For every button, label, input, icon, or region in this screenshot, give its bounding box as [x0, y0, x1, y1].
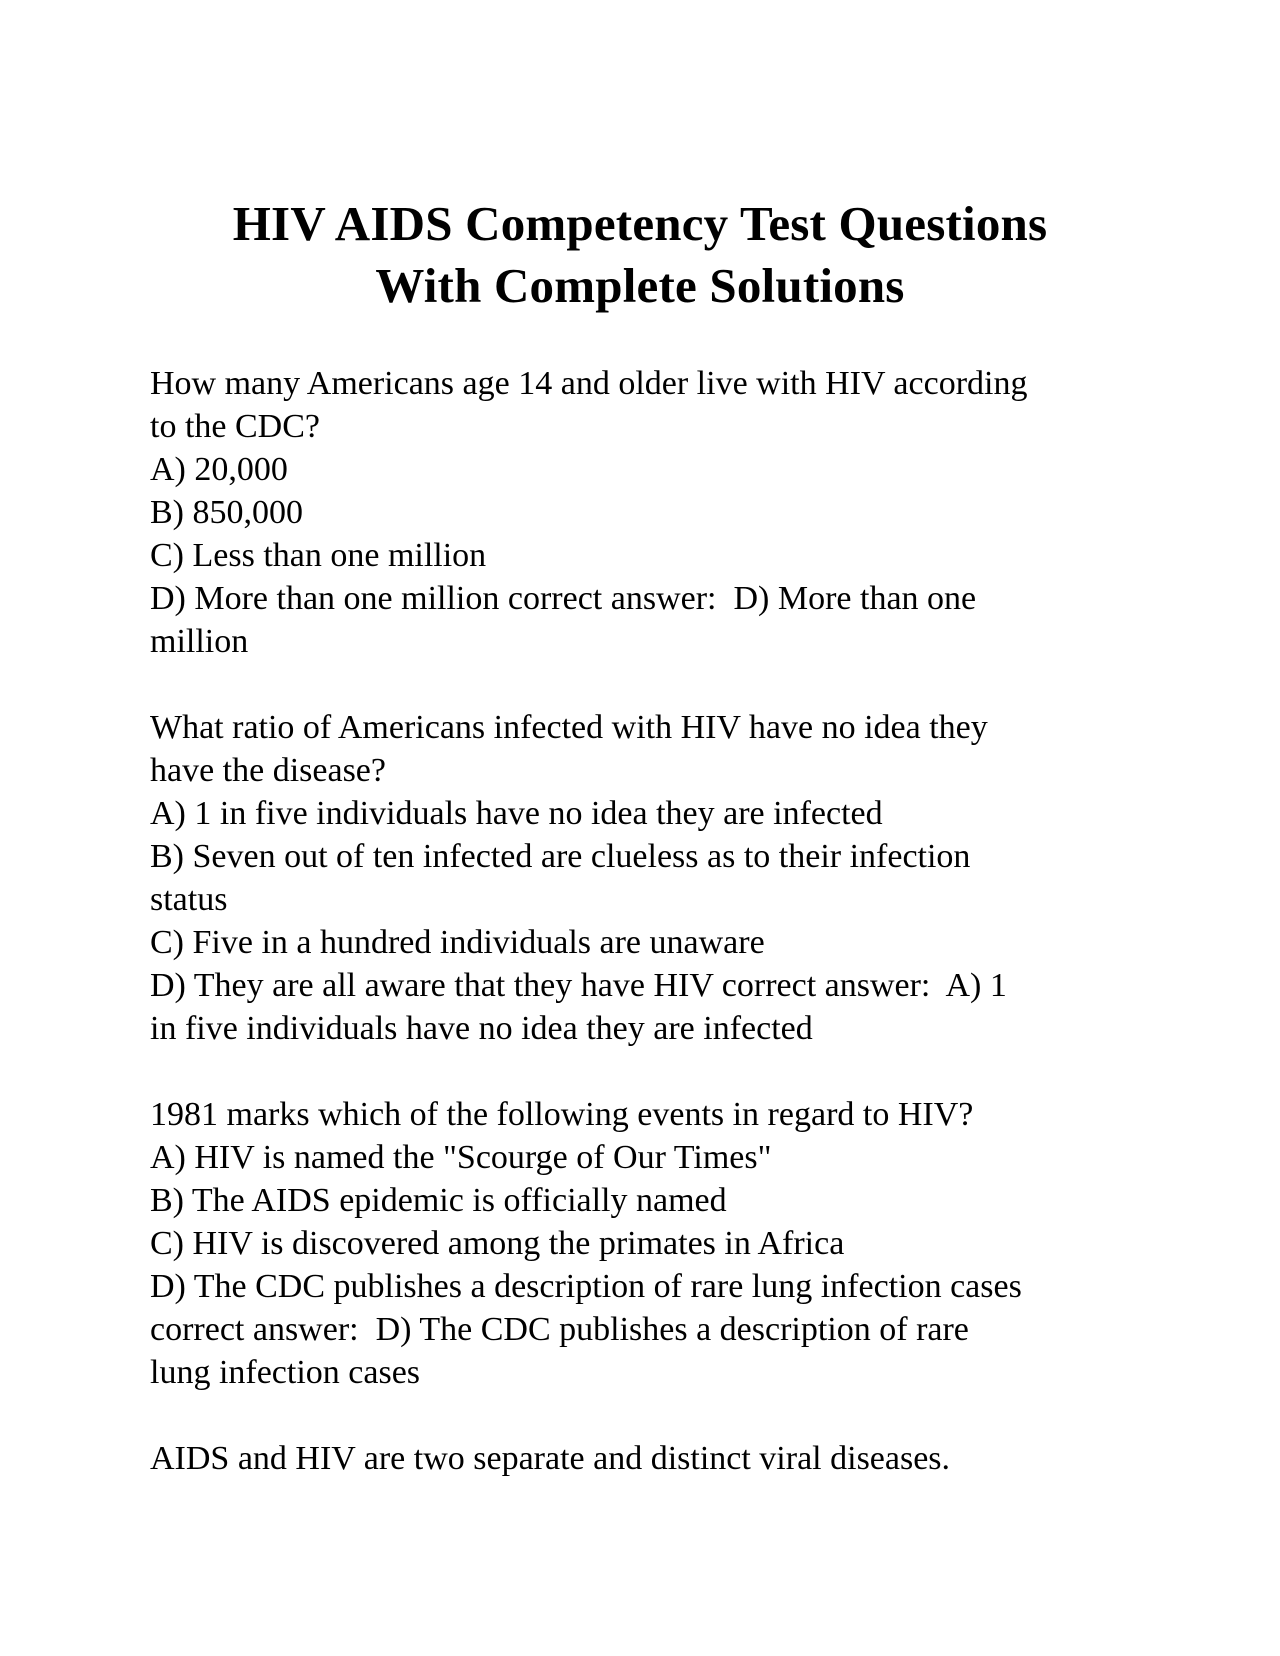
correct-answer: million: [150, 623, 249, 660]
answer-option: C) Five in a hundred individuals are unaware: [150, 924, 765, 961]
correct-answer: correct answer: D) The CDC publishes a description of rare: [150, 1311, 969, 1348]
correct-answer: lung infection cases: [150, 1354, 421, 1391]
question-text: 1981 marks which of the following events in regard to HIV?: [150, 1096, 974, 1133]
answer-option: C) HIV is discovered among the primates in Africa: [150, 1225, 845, 1262]
question-block: [150, 1093, 1150, 1394]
correct-answer: in five individuals have no idea they are infected: [150, 1010, 813, 1047]
question-text: How many Americans age 14 and older live with HIV according: [150, 365, 1028, 402]
question-text: What ratio of Americans infected with HIV have no idea they: [150, 709, 988, 746]
question-text: have the disease?: [150, 752, 386, 789]
answer-option: C) Less than one million: [150, 537, 487, 574]
document-body: [150, 362, 1150, 1523]
answer-option: A) 1 in five individuals have no idea they are infected: [150, 795, 883, 832]
answer-option: D) More than one million correct answer: D) More than one: [150, 580, 977, 617]
document-title: [130, 193, 1150, 317]
question-text: to the CDC?: [150, 408, 320, 445]
title-line: With Complete Solutions: [375, 258, 905, 313]
question-text: AIDS and HIV are two separate and distinct viral diseases.: [150, 1440, 951, 1477]
question-block: [150, 706, 1150, 1050]
question-block: [150, 362, 1150, 663]
question-block: [150, 1437, 1150, 1480]
answer-option: status: [150, 881, 228, 918]
answer-option: A) 20,000: [150, 451, 288, 488]
answer-option: D) The CDC publishes a description of rare lung infection cases: [150, 1268, 1022, 1305]
answer-option: B) 850,000: [150, 494, 303, 531]
answer-option: D) They are all aware that they have HIV correct answer: A) 1: [150, 967, 1007, 1004]
title-line: HIV AIDS Competency Test Questions: [232, 196, 1048, 251]
answer-option: B) The AIDS epidemic is officially named: [150, 1182, 727, 1219]
answer-option: A) HIV is named the "Scourge of Our Times": [150, 1139, 772, 1176]
answer-option: B) Seven out of ten infected are clueless as to their infection: [150, 838, 971, 875]
